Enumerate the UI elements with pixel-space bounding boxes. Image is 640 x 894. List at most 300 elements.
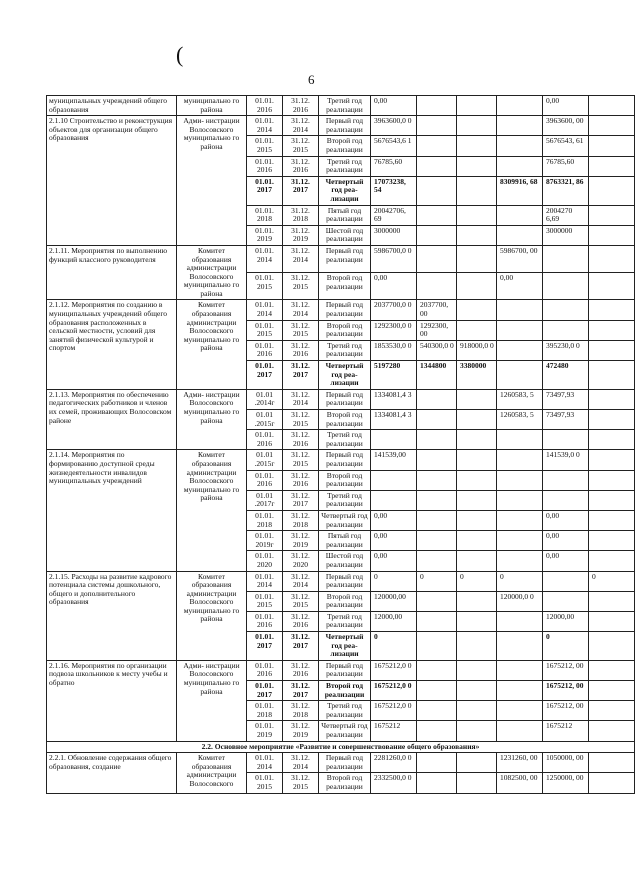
regional-value-cell bbox=[457, 410, 497, 430]
district-value-cell bbox=[497, 510, 543, 530]
start-date-cell: 01.01. 2015 bbox=[247, 273, 283, 300]
table-row bbox=[47, 96, 635, 116]
district-value-cell bbox=[497, 96, 543, 116]
section-heading: 2.2. Основное мероприятие «Развитие и совершенствование общего образования» bbox=[47, 741, 635, 753]
local-value-cell: 0,00 bbox=[543, 551, 589, 571]
start-date-cell: 01.01. 2016 bbox=[247, 470, 283, 490]
federal-value-cell bbox=[417, 753, 457, 773]
regional-value-cell: 3380000 bbox=[457, 361, 497, 390]
local-value-cell: 1675212, 00 bbox=[543, 660, 589, 680]
period-cell: Третий год реализации bbox=[319, 340, 371, 360]
regional-value-cell bbox=[457, 773, 497, 793]
federal-value-cell bbox=[417, 681, 457, 701]
table-row bbox=[47, 660, 635, 680]
start-date-cell: 01.01. 2018 bbox=[247, 205, 283, 225]
period-cell: Первый год реализации bbox=[319, 116, 371, 136]
local-value-cell: 0,00 bbox=[543, 531, 589, 551]
regional-value-cell bbox=[457, 551, 497, 571]
total-value-cell: 0,00 bbox=[371, 531, 417, 551]
start-date-cell: 01.01. 2017 bbox=[247, 681, 283, 701]
period-cell: Пятый год реализации bbox=[319, 531, 371, 551]
total-value-cell: 1675212 bbox=[371, 721, 417, 741]
page-number: 6 bbox=[308, 72, 315, 87]
federal-value-cell bbox=[417, 273, 457, 300]
regional-value-cell bbox=[457, 753, 497, 773]
district-value-cell bbox=[497, 632, 543, 661]
end-date-cell: 31.12. 2018 bbox=[283, 510, 319, 530]
period-cell: Третий год реализации bbox=[319, 96, 371, 116]
regional-value-cell bbox=[457, 681, 497, 701]
period-cell: Первый год реализации bbox=[319, 245, 371, 272]
period-cell: Первый год реализации bbox=[319, 450, 371, 470]
federal-value-cell bbox=[417, 450, 457, 470]
district-value-cell bbox=[497, 721, 543, 741]
start-date-cell: 01.01. 2015 bbox=[247, 591, 283, 611]
district-value-cell bbox=[497, 361, 543, 390]
total-value-cell: 12000,00 bbox=[371, 611, 417, 631]
total-value-cell: 0 bbox=[371, 571, 417, 591]
total-value-cell: 76785,60 bbox=[371, 156, 417, 176]
other-value-cell bbox=[589, 340, 635, 360]
regional-value-cell bbox=[457, 320, 497, 340]
local-value-cell bbox=[543, 430, 589, 450]
regional-value-cell bbox=[457, 701, 497, 721]
period-cell: Второй год реализации bbox=[319, 773, 371, 793]
regional-value-cell: 0 bbox=[457, 571, 497, 591]
federal-value-cell bbox=[417, 531, 457, 551]
margin-mark: ( bbox=[176, 42, 184, 67]
local-value-cell: 1675212, 00 bbox=[543, 681, 589, 701]
start-date-cell: 01.01. 2017 bbox=[247, 361, 283, 390]
total-value-cell bbox=[371, 430, 417, 450]
federal-value-cell bbox=[417, 470, 457, 490]
regional-value-cell: 918000,0 0 bbox=[457, 340, 497, 360]
period-cell: Первый год реализации bbox=[319, 571, 371, 591]
start-date-cell: 01.01. 2018 bbox=[247, 510, 283, 530]
end-date-cell: 31.12. 2017 bbox=[283, 632, 319, 661]
start-date-cell: 01.01. 2015 bbox=[247, 136, 283, 156]
regional-value-cell bbox=[457, 245, 497, 272]
total-value-cell: 120000,00 bbox=[371, 591, 417, 611]
local-value-cell bbox=[543, 591, 589, 611]
executor-cell: Комитет образования администрации Волосовского муниципально го района bbox=[177, 245, 247, 300]
other-value-cell bbox=[589, 531, 635, 551]
period-cell: Первый год реализации bbox=[319, 660, 371, 680]
federal-value-cell bbox=[417, 225, 457, 245]
executor-cell: Адми- нистрации Волосовского муниципально го района bbox=[177, 116, 247, 246]
executor-cell: муниципально го района bbox=[177, 96, 247, 116]
district-value-cell: 1231260, 00 bbox=[497, 753, 543, 773]
federal-value-cell bbox=[417, 611, 457, 631]
total-value-cell: 1334081,4 3 bbox=[371, 410, 417, 430]
period-cell: Второй год реализации bbox=[319, 320, 371, 340]
district-value-cell: 0,00 bbox=[497, 273, 543, 300]
start-date-cell: 01.01. 2016 bbox=[247, 340, 283, 360]
start-date-cell: 01.01 .2017г bbox=[247, 490, 283, 510]
total-value-cell: 141539,00 bbox=[371, 450, 417, 470]
local-value-cell bbox=[543, 300, 589, 320]
local-value-cell bbox=[543, 320, 589, 340]
district-value-cell bbox=[497, 611, 543, 631]
district-value-cell bbox=[497, 430, 543, 450]
other-value-cell bbox=[589, 410, 635, 430]
end-date-cell: 31.12. 2017 bbox=[283, 176, 319, 205]
start-date-cell: 01.01. 2015 bbox=[247, 773, 283, 793]
end-date-cell: 31.12. 2019 bbox=[283, 721, 319, 741]
start-date-cell: 01.01. 2015 bbox=[247, 320, 283, 340]
start-date-cell: 01.01. 2014 bbox=[247, 753, 283, 773]
local-value-cell: 8763321, 86 bbox=[543, 176, 589, 205]
other-value-cell bbox=[589, 300, 635, 320]
period-cell: Третий год реализации bbox=[319, 490, 371, 510]
other-value-cell bbox=[589, 701, 635, 721]
total-value-cell: 2332500,0 0 bbox=[371, 773, 417, 793]
end-date-cell: 31.12. 2014 bbox=[283, 753, 319, 773]
period-cell: Четвертый год реализации bbox=[319, 721, 371, 741]
end-date-cell: 31.12. 2017 bbox=[283, 361, 319, 390]
activity-cell: 2.1.10 Строительство и реконструкция объектов для организации общего образования bbox=[47, 116, 177, 246]
regional-value-cell bbox=[457, 116, 497, 136]
regional-value-cell bbox=[457, 430, 497, 450]
other-value-cell bbox=[589, 205, 635, 225]
district-value-cell bbox=[497, 136, 543, 156]
period-cell: Третий год реализации bbox=[319, 430, 371, 450]
federal-value-cell bbox=[417, 660, 457, 680]
other-value-cell bbox=[589, 632, 635, 661]
total-value-cell bbox=[371, 470, 417, 490]
federal-value-cell bbox=[417, 721, 457, 741]
other-value-cell bbox=[589, 773, 635, 793]
period-cell: Первый год реализации bbox=[319, 753, 371, 773]
federal-value-cell bbox=[417, 245, 457, 272]
district-value-cell: 120000,0 0 bbox=[497, 591, 543, 611]
regional-value-cell bbox=[457, 205, 497, 225]
end-date-cell: 31.12. 2015 bbox=[283, 320, 319, 340]
end-date-cell: 31.12. 2016 bbox=[283, 611, 319, 631]
total-value-cell: 5676543,6 1 bbox=[371, 136, 417, 156]
table-row bbox=[47, 571, 635, 591]
district-value-cell bbox=[497, 225, 543, 245]
period-cell: Четвертый год реа- лизации bbox=[319, 361, 371, 390]
federal-value-cell bbox=[417, 773, 457, 793]
executor-cell: Комитет образования администрации Волосовского муниципально го района bbox=[177, 300, 247, 389]
activity-cell: 2.1.14. Мероприятия по формированию доступной среды жизнедеятельности инвалидов муниципальных учреждений bbox=[47, 450, 177, 571]
start-date-cell: 01.01. 2016 bbox=[247, 156, 283, 176]
other-value-cell bbox=[589, 136, 635, 156]
regional-value-cell bbox=[457, 300, 497, 320]
other-value-cell bbox=[589, 176, 635, 205]
executor-cell: Комитет образования администрации Волосовского bbox=[177, 753, 247, 793]
total-value-cell: 1334081,4 3 bbox=[371, 389, 417, 409]
end-date-cell: 31.12. 2015 bbox=[283, 450, 319, 470]
end-date-cell: 31.12. 2018 bbox=[283, 701, 319, 721]
start-date-cell: 01.01. 2016 bbox=[247, 96, 283, 116]
regional-value-cell bbox=[457, 176, 497, 205]
period-cell: Первый год реализации bbox=[319, 389, 371, 409]
end-date-cell: 31.12. 2015 bbox=[283, 773, 319, 793]
federal-value-cell: 2037700, 00 bbox=[417, 300, 457, 320]
other-value-cell bbox=[589, 490, 635, 510]
district-value-cell bbox=[497, 551, 543, 571]
end-date-cell: 31.12. 2014 bbox=[283, 116, 319, 136]
local-value-cell: 141539,0 0 bbox=[543, 450, 589, 470]
federal-value-cell bbox=[417, 632, 457, 661]
other-value-cell bbox=[589, 660, 635, 680]
district-value-cell bbox=[497, 470, 543, 490]
total-value-cell: 1292300,0 0 bbox=[371, 320, 417, 340]
start-date-cell: 01.01. 2019 bbox=[247, 225, 283, 245]
activity-cell: муниципальных учреждений общего образования bbox=[47, 96, 177, 116]
district-value-cell bbox=[497, 531, 543, 551]
end-date-cell: 31.12. 2015 bbox=[283, 591, 319, 611]
regional-value-cell bbox=[457, 389, 497, 409]
district-value-cell bbox=[497, 490, 543, 510]
period-cell: Второй год реализации bbox=[319, 273, 371, 300]
start-date-cell: 01.01. 2019г bbox=[247, 531, 283, 551]
end-date-cell: 31.12. 2016 bbox=[283, 340, 319, 360]
end-date-cell: 31.12. 2016 bbox=[283, 96, 319, 116]
end-date-cell: 31.12. 2019 bbox=[283, 531, 319, 551]
local-value-cell: 0,00 bbox=[543, 510, 589, 530]
end-date-cell: 31.12. 2014 bbox=[283, 571, 319, 591]
other-value-cell bbox=[589, 551, 635, 571]
other-value-cell bbox=[589, 245, 635, 272]
program-table bbox=[46, 95, 635, 794]
federal-value-cell: 1292300, 00 bbox=[417, 320, 457, 340]
start-date-cell: 01.01. 2020 bbox=[247, 551, 283, 571]
district-value-cell: 1082500, 00 bbox=[497, 773, 543, 793]
local-value-cell: 395230,0 0 bbox=[543, 340, 589, 360]
regional-value-cell bbox=[457, 660, 497, 680]
activity-cell: 2.1.11. Мероприятия по выполнению функций классного руководителя bbox=[47, 245, 177, 300]
local-value-cell: 1675212 bbox=[543, 721, 589, 741]
total-value-cell: 5986700,0 0 bbox=[371, 245, 417, 272]
federal-value-cell bbox=[417, 96, 457, 116]
local-value-cell: 5676543, 61 bbox=[543, 136, 589, 156]
total-value-cell: 1675212,0 0 bbox=[371, 660, 417, 680]
total-value-cell: 0,00 bbox=[371, 551, 417, 571]
executor-cell: Комитет образования администрации Волосовского муниципально го района bbox=[177, 450, 247, 571]
start-date-cell: 01.01. 2018 bbox=[247, 701, 283, 721]
district-value-cell: 5986700, 00 bbox=[497, 245, 543, 272]
federal-value-cell bbox=[417, 205, 457, 225]
period-cell: Первый год реализации bbox=[319, 300, 371, 320]
period-cell: Второй год реализации bbox=[319, 410, 371, 430]
regional-value-cell bbox=[457, 632, 497, 661]
table-row bbox=[47, 753, 635, 773]
regional-value-cell bbox=[457, 156, 497, 176]
federal-value-cell bbox=[417, 156, 457, 176]
regional-value-cell bbox=[457, 136, 497, 156]
regional-value-cell bbox=[457, 96, 497, 116]
table-row bbox=[47, 116, 635, 136]
district-value-cell bbox=[497, 701, 543, 721]
start-date-cell: 01.01 .2014г bbox=[247, 389, 283, 409]
start-date-cell: 01.01. 2014 bbox=[247, 300, 283, 320]
federal-value-cell bbox=[417, 116, 457, 136]
local-value-cell bbox=[543, 273, 589, 300]
executor-cell: Адми- нистрации Волосовского муниципально го района bbox=[177, 389, 247, 450]
total-value-cell: 3000000 bbox=[371, 225, 417, 245]
district-value-cell bbox=[497, 156, 543, 176]
other-value-cell bbox=[589, 611, 635, 631]
total-value-cell: 5197280 bbox=[371, 361, 417, 390]
local-value-cell: 1250000, 00 bbox=[543, 773, 589, 793]
total-value-cell: 2281260,0 0 bbox=[371, 753, 417, 773]
federal-value-cell bbox=[417, 176, 457, 205]
regional-value-cell bbox=[457, 510, 497, 530]
activity-cell: 2.1.15. Расходы на развитие кадрового потенциала системы дошкольного, общего и дополнительного образования bbox=[47, 571, 177, 660]
start-date-cell: 01.01. 2017 bbox=[247, 176, 283, 205]
local-value-cell: 0 bbox=[543, 632, 589, 661]
local-value-cell: 2004270 6,69 bbox=[543, 205, 589, 225]
district-value-cell bbox=[497, 340, 543, 360]
other-value-cell bbox=[589, 510, 635, 530]
end-date-cell: 31.12. 2014 bbox=[283, 389, 319, 409]
start-date-cell: 01.01. 2014 bbox=[247, 116, 283, 136]
total-value-cell: 1675212,0 0 bbox=[371, 701, 417, 721]
activity-cell: 2.2.1. Обновление содержания общего образования, создание bbox=[47, 753, 177, 793]
other-value-cell bbox=[589, 470, 635, 490]
local-value-cell: 3000000 bbox=[543, 225, 589, 245]
regional-value-cell bbox=[457, 225, 497, 245]
total-value-cell: 20042706, 69 bbox=[371, 205, 417, 225]
local-value-cell: 3963600, 00 bbox=[543, 116, 589, 136]
end-date-cell: 31.12. 2019 bbox=[283, 225, 319, 245]
period-cell: Четвертый год реализации bbox=[319, 510, 371, 530]
other-value-cell bbox=[589, 361, 635, 390]
other-value-cell: 0 bbox=[589, 571, 635, 591]
other-value-cell bbox=[589, 681, 635, 701]
district-value-cell bbox=[497, 300, 543, 320]
start-date-cell: 01.01 .2015г bbox=[247, 410, 283, 430]
table-row bbox=[47, 300, 635, 320]
table-row bbox=[47, 450, 635, 470]
period-cell: Четвертый год реа- лизации bbox=[319, 176, 371, 205]
other-value-cell bbox=[589, 225, 635, 245]
end-date-cell: 31.12. 2016 bbox=[283, 156, 319, 176]
other-value-cell bbox=[589, 753, 635, 773]
other-value-cell bbox=[589, 389, 635, 409]
start-date-cell: 01.01. 2014 bbox=[247, 571, 283, 591]
district-value-cell bbox=[497, 450, 543, 470]
end-date-cell: 31.12. 2017 bbox=[283, 490, 319, 510]
start-date-cell: 01.01. 2014 bbox=[247, 245, 283, 272]
regional-value-cell bbox=[457, 490, 497, 510]
end-date-cell: 31.12. 2014 bbox=[283, 300, 319, 320]
federal-value-cell bbox=[417, 551, 457, 571]
total-value-cell: 3963600,0 0 bbox=[371, 116, 417, 136]
district-value-cell bbox=[497, 320, 543, 340]
local-value-cell: 76785,60 bbox=[543, 156, 589, 176]
start-date-cell: 01.01. 2016 bbox=[247, 660, 283, 680]
district-value-cell: 8309916, 68 bbox=[497, 176, 543, 205]
end-date-cell: 31.12. 2016 bbox=[283, 660, 319, 680]
regional-value-cell bbox=[457, 611, 497, 631]
regional-value-cell bbox=[457, 531, 497, 551]
district-value-cell: 1260583, 5 bbox=[497, 410, 543, 430]
table-row bbox=[47, 245, 635, 272]
district-value-cell bbox=[497, 205, 543, 225]
other-value-cell bbox=[589, 430, 635, 450]
executor-cell: Адми- нистрации Волосовского муниципально го района bbox=[177, 660, 247, 741]
total-value-cell: 17073238, 54 bbox=[371, 176, 417, 205]
federal-value-cell bbox=[417, 136, 457, 156]
total-value-cell bbox=[371, 490, 417, 510]
other-value-cell bbox=[589, 156, 635, 176]
end-date-cell: 31.12. 2017 bbox=[283, 681, 319, 701]
other-value-cell bbox=[589, 591, 635, 611]
regional-value-cell bbox=[457, 450, 497, 470]
local-value-cell bbox=[543, 571, 589, 591]
regional-value-cell bbox=[457, 470, 497, 490]
regional-value-cell bbox=[457, 721, 497, 741]
local-value-cell bbox=[543, 490, 589, 510]
end-date-cell: 31.12. 2015 bbox=[283, 136, 319, 156]
local-value-cell: 73497,93 bbox=[543, 410, 589, 430]
local-value-cell: 0,00 bbox=[543, 96, 589, 116]
local-value-cell: 1675212, 00 bbox=[543, 701, 589, 721]
federal-value-cell bbox=[417, 490, 457, 510]
start-date-cell: 01.01. 2016 bbox=[247, 611, 283, 631]
start-date-cell: 01.01. 2017 bbox=[247, 632, 283, 661]
period-cell: Второй год реализации bbox=[319, 591, 371, 611]
total-value-cell: 2037700,0 0 bbox=[371, 300, 417, 320]
federal-value-cell: 0 bbox=[417, 571, 457, 591]
end-date-cell: 31.12. 2018 bbox=[283, 205, 319, 225]
other-value-cell bbox=[589, 273, 635, 300]
regional-value-cell bbox=[457, 273, 497, 300]
total-value-cell: 0,00 bbox=[371, 96, 417, 116]
local-value-cell bbox=[543, 245, 589, 272]
federal-value-cell bbox=[417, 389, 457, 409]
period-cell: Третий год реализации bbox=[319, 156, 371, 176]
period-cell: Пятый год реализации bbox=[319, 205, 371, 225]
total-value-cell: 1675212,0 0 bbox=[371, 681, 417, 701]
end-date-cell: 31.12. 2016 bbox=[283, 470, 319, 490]
end-date-cell: 31.12. 2015 bbox=[283, 410, 319, 430]
total-value-cell: 0,00 bbox=[371, 273, 417, 300]
table-row bbox=[47, 389, 635, 409]
total-value-cell: 1853530,0 0 bbox=[371, 340, 417, 360]
regional-value-cell bbox=[457, 591, 497, 611]
local-value-cell: 12000,00 bbox=[543, 611, 589, 631]
end-date-cell: 31.12. 2014 bbox=[283, 245, 319, 272]
local-value-cell: 472480 bbox=[543, 361, 589, 390]
table-row bbox=[47, 741, 635, 753]
local-value-cell: 73497,93 bbox=[543, 389, 589, 409]
period-cell: Второй год реализации bbox=[319, 470, 371, 490]
period-cell: Четвертый год реа- лизации bbox=[319, 632, 371, 661]
federal-value-cell bbox=[417, 430, 457, 450]
period-cell: Второй год реализации bbox=[319, 136, 371, 156]
federal-value-cell bbox=[417, 591, 457, 611]
district-value-cell: 0 bbox=[497, 571, 543, 591]
other-value-cell bbox=[589, 96, 635, 116]
federal-value-cell: 540300,0 0 bbox=[417, 340, 457, 360]
local-value-cell bbox=[543, 470, 589, 490]
period-cell: Третий год реализации bbox=[319, 701, 371, 721]
other-value-cell bbox=[589, 116, 635, 136]
total-value-cell: 0 bbox=[371, 632, 417, 661]
district-value-cell bbox=[497, 660, 543, 680]
start-date-cell: 01.01. 2016 bbox=[247, 430, 283, 450]
federal-value-cell bbox=[417, 410, 457, 430]
local-value-cell: 1050000, 00 bbox=[543, 753, 589, 773]
executor-cell: Комитет образования администрации Волосовского муниципально го района bbox=[177, 571, 247, 660]
other-value-cell bbox=[589, 721, 635, 741]
other-value-cell bbox=[589, 320, 635, 340]
